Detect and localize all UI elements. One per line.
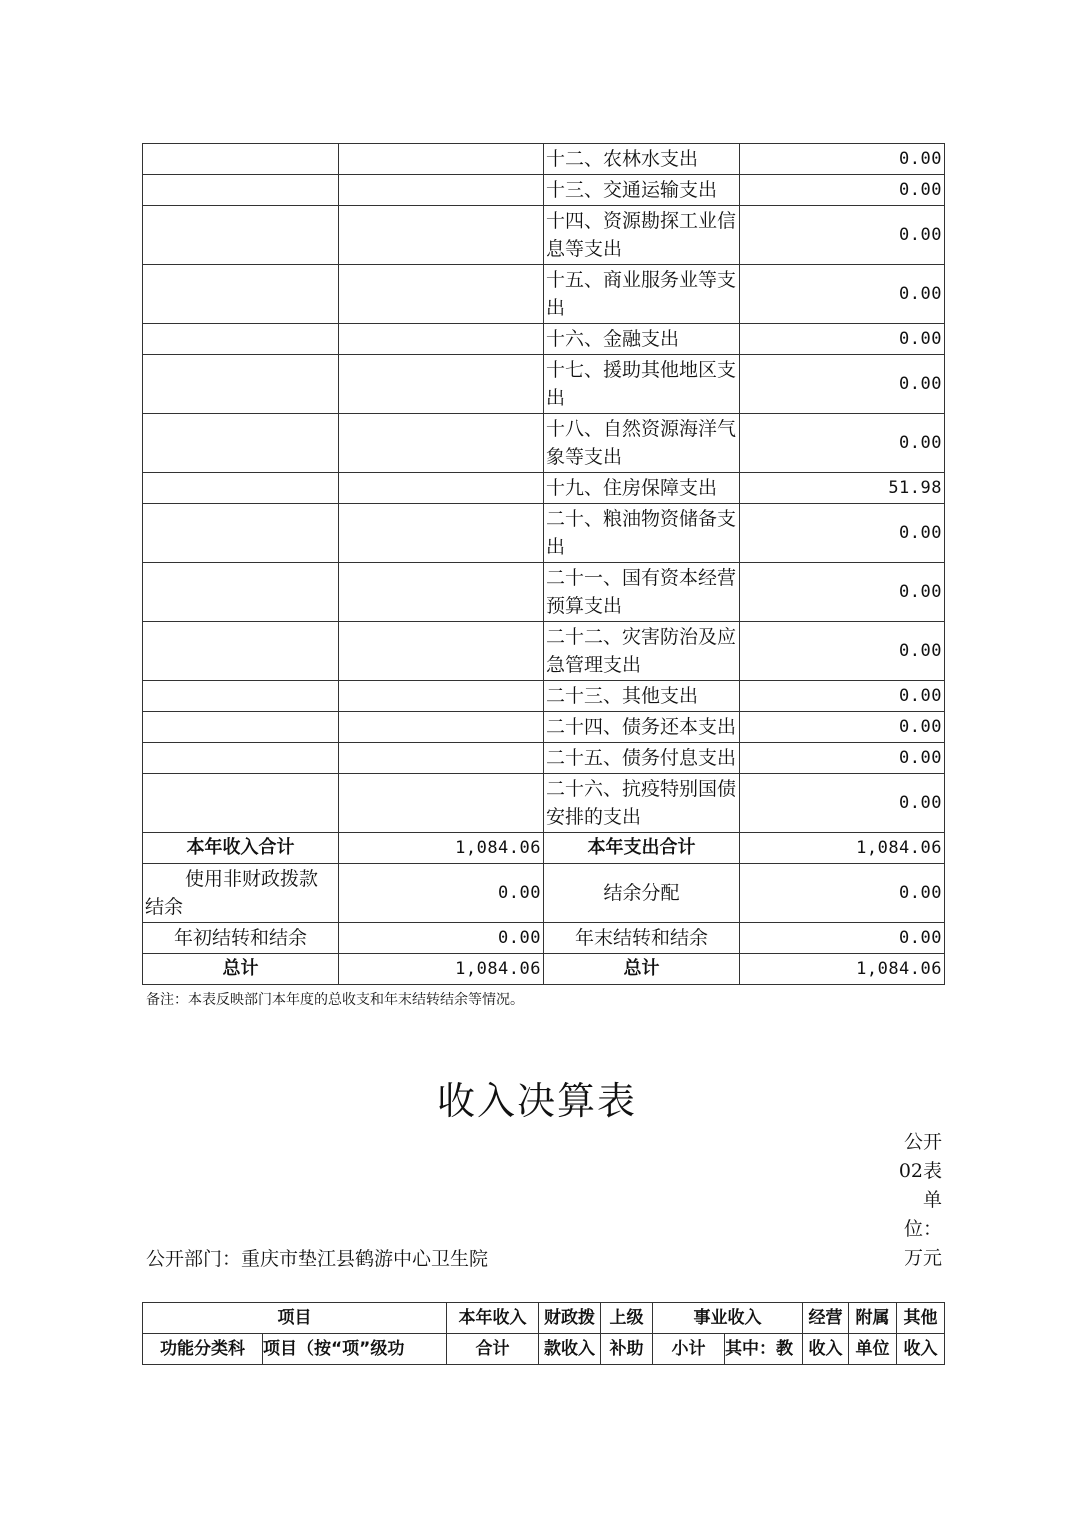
- income-value-cell: [339, 175, 544, 206]
- expense-item-label: 二十四、债务还本支出: [544, 712, 740, 743]
- expense-item-value: 0.00: [740, 414, 945, 473]
- grand-total-expense-label: 总计: [544, 954, 740, 985]
- income-item-cell: [143, 774, 339, 833]
- table-row: [143, 504, 945, 563]
- income-value-cell: [339, 774, 544, 833]
- income-value-cell: [339, 712, 544, 743]
- expense-item-label: 十三、交通运输支出: [544, 175, 740, 206]
- expense-item-label: 二十五、债务付息支出: [544, 743, 740, 774]
- expense-item-value: 0.00: [740, 681, 945, 712]
- income-value-cell: [339, 355, 544, 414]
- income-item-cell: [143, 414, 339, 473]
- expense-item-label: 十六、金融支出: [544, 324, 740, 355]
- expense-item-value: 0.00: [740, 144, 945, 175]
- unit-label: 单位：万元: [903, 1189, 942, 1269]
- expense-item-value: 0.00: [740, 265, 945, 324]
- header-superior-2: 补助: [601, 1334, 653, 1365]
- surplus-distribution-label: 结余分配: [544, 864, 740, 923]
- income-value-cell: [339, 681, 544, 712]
- expense-item-label: 二十一、国有资本经营预算支出: [544, 563, 740, 622]
- expense-item-label: 十九、住房保障支出: [544, 473, 740, 504]
- income-value-cell: [339, 473, 544, 504]
- grand-total-expense: 1,084.06: [740, 954, 945, 985]
- header-total-income-2: 合计: [447, 1334, 539, 1365]
- beginning-carryover-value: 0.00: [339, 923, 544, 954]
- header-total-income-1: 本年收入: [447, 1303, 539, 1334]
- grand-total-label: 总计: [143, 954, 339, 985]
- surplus-distribution-value: 0.00: [740, 864, 945, 923]
- income-value-cell: [339, 622, 544, 681]
- income-item-cell: [143, 563, 339, 622]
- expense-item-label: 二十三、其他支出: [544, 681, 740, 712]
- expense-item-value: 0.00: [740, 712, 945, 743]
- income-item-cell: [143, 144, 339, 175]
- income-value-cell: [339, 265, 544, 324]
- table-row: [143, 355, 945, 414]
- table-row: [143, 144, 945, 175]
- nonfiscal-balance-value: 0.00: [339, 864, 544, 923]
- header-other-1: 其他: [897, 1303, 945, 1334]
- income-value-cell: [339, 414, 544, 473]
- expense-item-label: 二十二、灾害防治及应急管理支出: [544, 622, 740, 681]
- expense-item-label: 十七、援助其他地区支出: [544, 355, 740, 414]
- header-business-income: 事业收入: [653, 1303, 803, 1334]
- ending-carryover-label: 年末结转和结余: [544, 923, 740, 954]
- page-title: 收入决算表: [436, 1079, 637, 1123]
- table-row: [143, 743, 945, 774]
- header-other-2: 收入: [897, 1334, 945, 1365]
- header-item-name: 项目（按“项”级功: [263, 1334, 447, 1365]
- income-value-cell: [339, 144, 544, 175]
- income-item-cell: [143, 622, 339, 681]
- department-label: 公开部门：重庆市垫江县鹤游中心卫生院: [146, 1248, 489, 1270]
- header-affiliated-1: 附属: [849, 1303, 897, 1334]
- table-row: [143, 864, 945, 923]
- income-total-value: 1,084.06: [339, 833, 544, 864]
- income-value-cell: [339, 324, 544, 355]
- table-row: [143, 923, 945, 954]
- table-row: [143, 833, 945, 864]
- grand-total-income: 1,084.06: [339, 954, 544, 985]
- expense-item-value: 51.98: [740, 473, 945, 504]
- expense-item-value: 0.00: [740, 563, 945, 622]
- expense-item-label: 二十六、抗疫特别国债安排的支出: [544, 774, 740, 833]
- table-row: [143, 175, 945, 206]
- expense-item-label: 十八、自然资源海洋气象等支出: [544, 414, 740, 473]
- table-row: [143, 265, 945, 324]
- expense-item-value: 0.00: [740, 622, 945, 681]
- expense-item-label: 十二、农林水支出: [544, 144, 740, 175]
- header-subtotal: 小计: [653, 1334, 725, 1365]
- income-value-cell: [339, 504, 544, 563]
- income-item-cell: [143, 473, 339, 504]
- table-row: [143, 954, 945, 985]
- table-row: [143, 206, 945, 265]
- header-affiliated-2: 单位: [849, 1334, 897, 1365]
- income-final-accounts-table: [142, 1302, 945, 1365]
- expense-item-label: 十四、资源勘探工业信息等支出: [544, 206, 740, 265]
- expense-item-value: 0.00: [740, 774, 945, 833]
- table-note: 备注：本表反映部门本年度的总收支和年末结转结余等情况。: [146, 992, 524, 1008]
- table-row: [143, 712, 945, 743]
- expense-item-value: 0.00: [740, 206, 945, 265]
- table-row: [143, 324, 945, 355]
- table-row: [143, 681, 945, 712]
- header-of-which: 其中：教: [725, 1334, 803, 1365]
- income-value-cell: [339, 563, 544, 622]
- ending-carryover-value: 0.00: [740, 923, 945, 954]
- expense-total-value: 1,084.06: [740, 833, 945, 864]
- income-value-cell: [339, 743, 544, 774]
- header-operating-1: 经营: [803, 1303, 849, 1334]
- table-row: [143, 414, 945, 473]
- income-item-cell: [143, 265, 339, 324]
- table-row: [143, 774, 945, 833]
- income-item-cell: [143, 355, 339, 414]
- header-operating-2: 收入: [803, 1334, 849, 1365]
- income-item-cell: [143, 206, 339, 265]
- income-value-cell: [339, 206, 544, 265]
- expense-item-value: 0.00: [740, 504, 945, 563]
- header-superior-1: 上级: [601, 1303, 653, 1334]
- final-accounts-summary-table: [142, 143, 945, 985]
- expense-total-label: 本年支出合计: [544, 833, 740, 864]
- table-row: [143, 473, 945, 504]
- header-item: 项目: [143, 1303, 447, 1334]
- beginning-carryover-label: 年初结转和结余: [143, 923, 339, 954]
- header-fiscal-1: 财政拨: [539, 1303, 601, 1334]
- income-item-cell: [143, 681, 339, 712]
- expense-item-label: 二十、粮油物资储备支出: [544, 504, 740, 563]
- income-item-cell: [143, 504, 339, 563]
- nonfiscal-balance-label: 使用非财政拨款结余: [143, 864, 339, 923]
- income-item-cell: [143, 743, 339, 774]
- income-item-cell: [143, 712, 339, 743]
- table-row: [143, 622, 945, 681]
- table-row: [143, 563, 945, 622]
- expense-item-value: 0.00: [740, 324, 945, 355]
- expense-item-value: 0.00: [740, 355, 945, 414]
- header-fiscal-2: 款收入: [539, 1334, 601, 1365]
- expense-item-label: 十五、商业服务业等支出: [544, 265, 740, 324]
- form-number-and-unit: [896, 1128, 942, 1273]
- income-item-cell: [143, 175, 339, 206]
- income-item-cell: [143, 324, 339, 355]
- form-number: 公开02表: [898, 1131, 942, 1182]
- expense-item-value: 0.00: [740, 743, 945, 774]
- header-func-class: 功能分类科: [143, 1334, 263, 1365]
- expense-item-value: 0.00: [740, 175, 945, 206]
- income-total-label: 本年收入合计: [143, 833, 339, 864]
